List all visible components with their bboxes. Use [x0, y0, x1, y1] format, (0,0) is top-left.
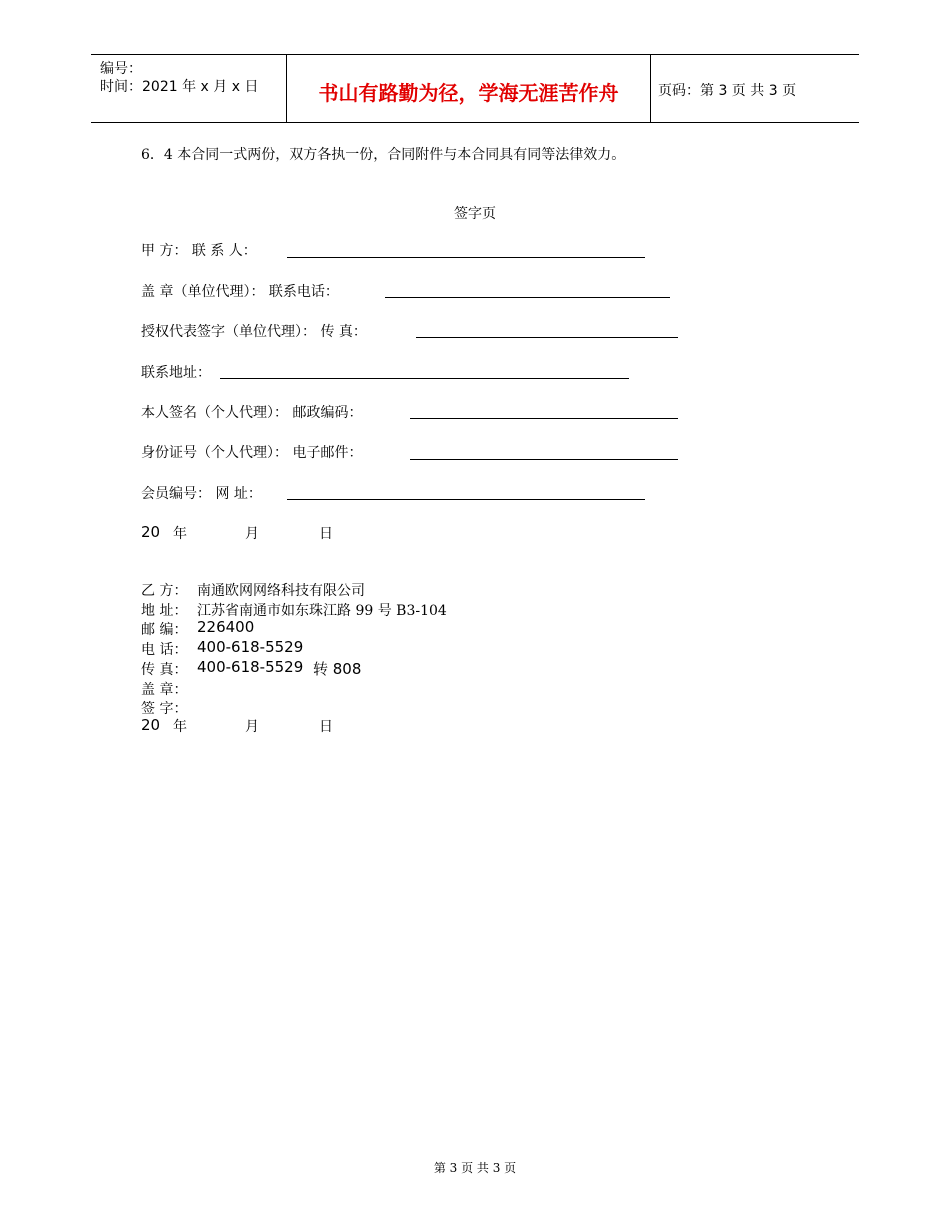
party-b-sign-label: 签 字：: [141, 701, 188, 717]
party-a-date-year: 20: [141, 523, 161, 541]
party-a-date-day: 日: [319, 526, 333, 542]
party-b-date-day: 日: [319, 719, 333, 735]
email-field[interactable]: [410, 459, 678, 460]
signature-page-title: 签字页: [454, 206, 496, 222]
number-label: 编号：: [100, 61, 142, 77]
party-b-phone: 400-618-5529: [197, 638, 304, 656]
id-email-label: 身份证号（个人代理）： 电子邮件：: [141, 445, 363, 461]
header-meta-cell: [91, 55, 286, 122]
document-header: [91, 54, 859, 123]
rep-sign-fax-label: 授权代表签字（单位代理）： 传 真：: [141, 324, 367, 340]
party-b-name: 南通欧网网络科技有限公司: [197, 583, 365, 599]
member-website-label: 会员编号： 网 址：: [141, 486, 262, 502]
party-a-date-year-unit: 年: [173, 526, 187, 542]
address-field[interactable]: [220, 378, 629, 379]
party-b-name-label: 乙 方：: [141, 583, 188, 599]
party-b-fax-label: 传 真：: [141, 662, 188, 678]
party-b-date-year: 20: [141, 716, 161, 734]
address-label: 联系地址：: [141, 365, 211, 381]
page-footer: 第 3 页 共 3 页: [433, 1161, 517, 1175]
motto: 书山有路勤为径，学海无涯苦作舟: [318, 81, 619, 105]
party-b-postcode: 226400: [197, 618, 255, 636]
time-label: 时间：2021 年 x 月 x 日: [100, 79, 259, 95]
header-motto-cell: [286, 55, 651, 122]
party-a-contact-label: 甲 方： 联 系 人：: [141, 243, 257, 259]
party-b-address-label: 地 址：: [141, 603, 188, 619]
website-field[interactable]: [287, 499, 645, 500]
party-b-date-year-unit: 年: [173, 719, 187, 735]
party-b-fax-ext: 转 808: [313, 660, 362, 678]
party-a-date-month: 月: [245, 526, 259, 542]
clause-text: 6．4 本合同一式两份，双方各执一份，合同附件与本合同具有同等法律效力。: [141, 147, 626, 163]
party-b-date-month: 月: [245, 719, 259, 735]
postcode-field[interactable]: [410, 418, 678, 419]
seal-phone-label: 盖 章（单位代理）： 联系电话：: [141, 284, 339, 300]
phone-field[interactable]: [385, 297, 670, 298]
party-b-fax: 400-618-5529: [197, 658, 304, 676]
page-info: 页码：第 3 页 共 3 页: [658, 83, 797, 99]
party-b-seal-label: 盖 章：: [141, 682, 188, 698]
fax-field[interactable]: [416, 337, 678, 338]
party-b-phone-label: 电 话：: [141, 642, 188, 658]
header-page-cell: [650, 55, 859, 122]
personal-sign-postcode-label: 本人签名（个人代理）： 邮政编码：: [141, 405, 363, 421]
party-b-address: 江苏省南通市如东珠江路 99 号 B3-104: [197, 603, 447, 619]
contact-person-field[interactable]: [287, 257, 645, 258]
party-b-postcode-label: 邮 编：: [141, 622, 188, 638]
